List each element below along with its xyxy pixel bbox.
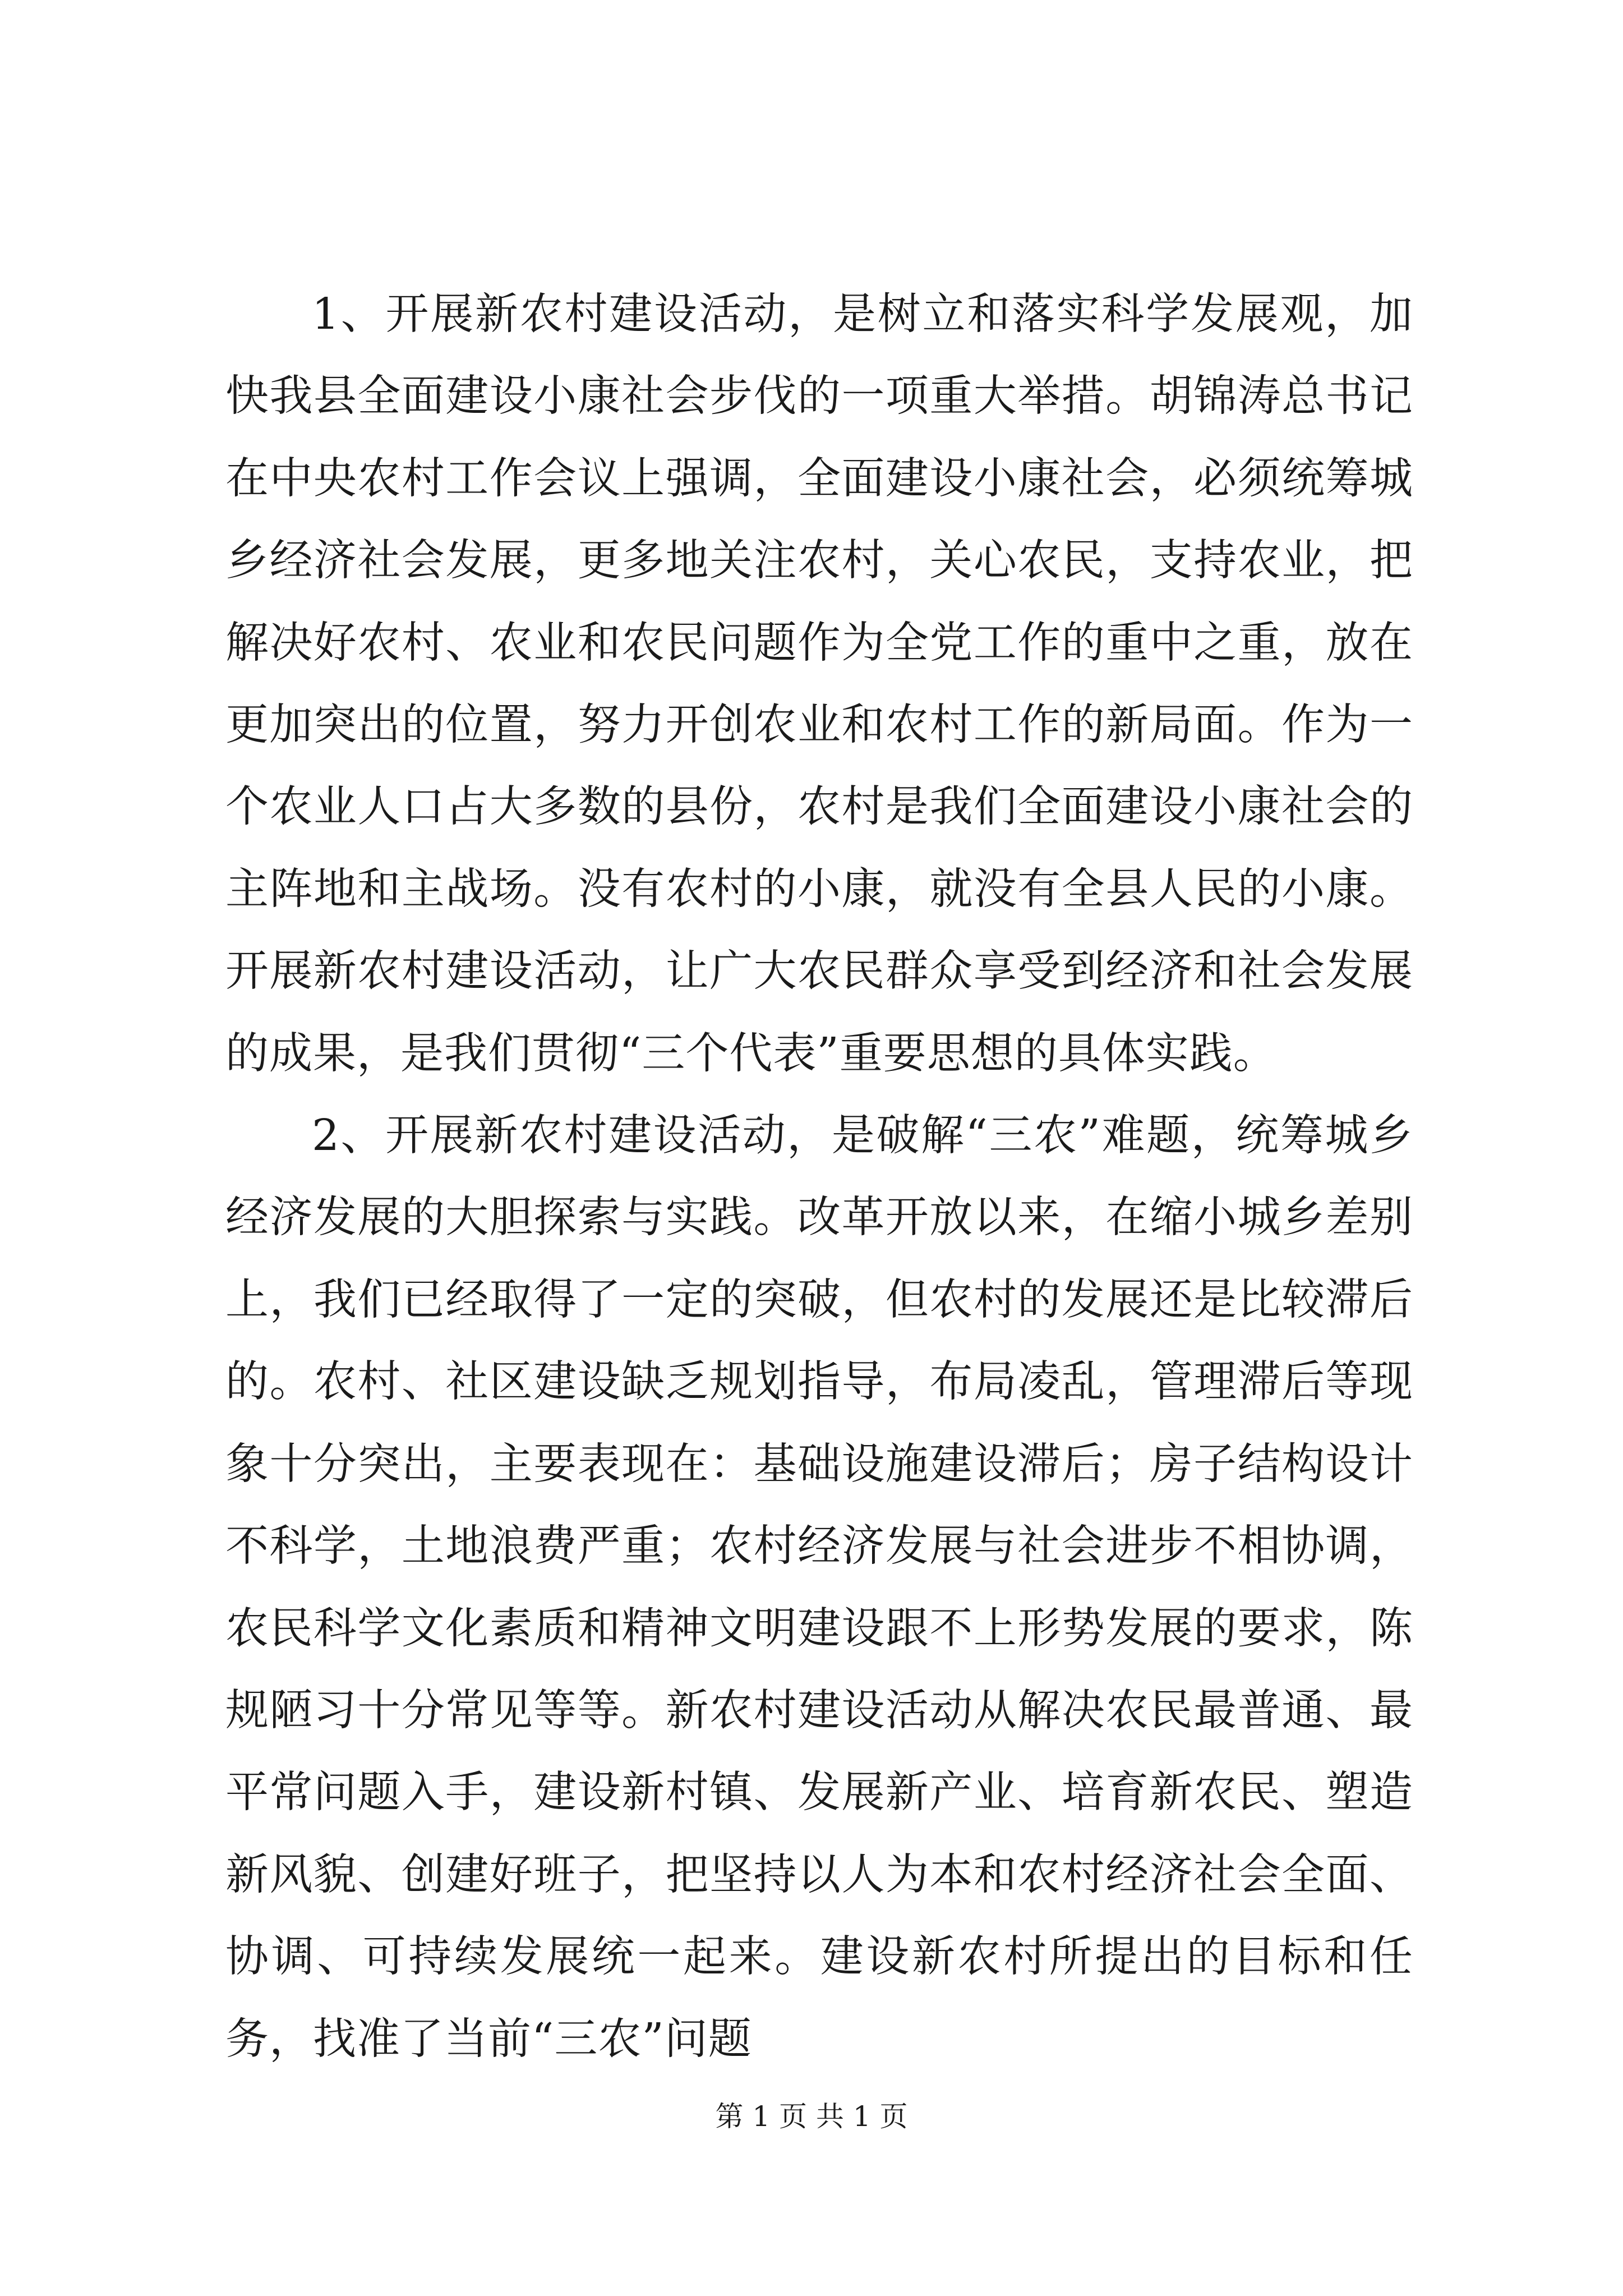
paragraph-1: 1、开展新农村建设活动，是树立和落实科学发展观，加快我县全面建设小康社会步伐的一项重大举措。胡锦涛总书记在中央农村工作会议上强调，全面建设小康社会，必须统筹城乡经济社会发展，更多地关注农村，关心农民，支持农业，把解决好农村、农业和农民问题作为全党工作的重中之重，放在更加突出的位置，努力开创农业和农村工作的新局面。作为一个农业人口占大多数的县份，农村是我们全面建设小康社会的主阵地和主战场。没有农村的小康，就没有全县人民的小康。开展新农村建设活动，让广大农民群众享受到经济和社会发展的成果，是我们贯彻“三个代表”重要思想的具体实践。 bbox=[225, 289, 1413, 1079]
paragraph-2: 2、开展新农村建设活动，是破解“三农”难题，统筹城乡经济发展的大胆探索与实践。改革开放以来，在缩小城乡差别上，我们已经取得了一定的突破，但农村的发展还是比较滞后的。农村、社区建设缺乏规划指导，布局凌乱，管理滞后等现象十分突出，主要表现在：基础设施建设滞后；房子结构设计不科学，土地浪费严重；农村经济发展与社会进步不相协调，农民科学文化素质和精神文明建设跟不上形势发展的要求，陈规陋习十分常见等等。新农村建设活动从解决农民最普通、最平常问题入手，建设新村镇、发展新产业、培育新农民、塑造新风貌、创建好班子，把坚持以人为本和农村经济社会全面、协调、可持续发展统一起来。建设新农村所提出的目标和任务，找准了当前“三农”问题 bbox=[225, 1111, 1413, 2064]
document-body bbox=[225, 274, 1413, 2081]
page-footer: 第 1 页 共 1 页 bbox=[715, 2100, 908, 2133]
